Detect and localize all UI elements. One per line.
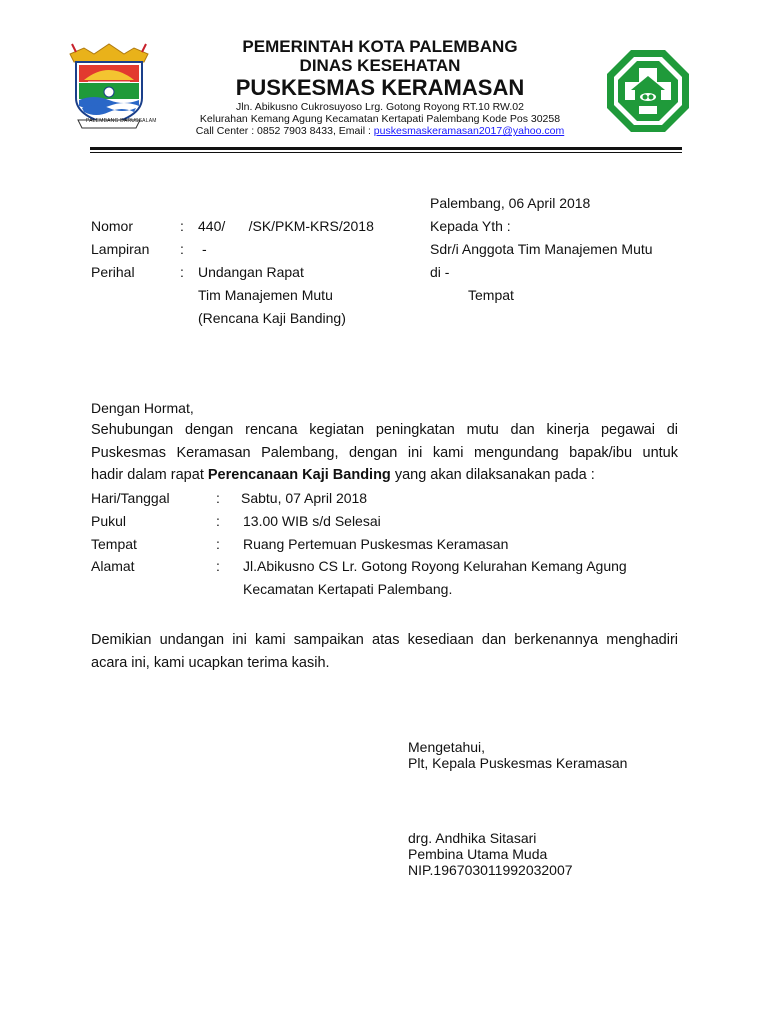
paragraph-line: Demikian undangan ini kami sampaikan atas kesediaan dan berkenannya menghadiri [91,632,678,648]
email-link[interactable]: puskesmaskeramasan2017@yahoo.com [373,125,565,137]
detail-label: Alamat [91,558,135,574]
detail-colon: : [216,513,220,529]
signatory-nip: NIP.196703011992032007 [408,862,573,878]
nomor-colon: : [180,218,184,234]
puskesmas-logo [605,48,691,134]
perihal-line: Tim Manajemen Mutu [198,287,333,303]
header-organization: PUSKESMAS KERAMASAN [235,75,525,100]
signatory-rank: Pembina Utama Muda [408,846,548,862]
nomor-label: Nomor [91,218,134,234]
detail-colon: : [216,536,220,552]
palembang-city-emblem-logo [64,40,157,130]
header-address-line1: Jln. Abikusno Cukrosuyoso Lrg. Gotong Royong RT.10 RW.02 [236,101,524,113]
place-date: Palembang, 06 April 2018 [430,195,591,211]
lampiran-label: Lampiran [91,241,150,257]
recipient-line: Sdr/i Anggota Tim Manajemen Mutu [430,241,653,257]
header-address-line2: Kelurahan Kemang Agung Kecamatan Kertapati Palembang Kode Pos 30258 [199,113,561,125]
header-department: DINAS KESEHATAN [299,56,461,75]
paragraph-text: hadir dalam rapat [91,467,208,483]
perihal-line: Undangan Rapat [198,264,304,280]
paragraph-text: yang akan dilaksanakan pada : [390,467,595,483]
contact-text: Call Center : 0852 7903 8433, Email : [195,125,374,137]
paragraph-line: Sehubungan dengan rencana kegiatan peningkatan mutu dan kinerja pegawai di [91,422,678,438]
lampiran-colon: : [180,241,184,257]
signature-title: Plt, Kepala Puskesmas Keramasan [408,755,628,771]
detail-value: Ruang Pertemuan Puskesmas Keramasan [243,536,509,552]
recipient-line: di - [430,264,450,280]
detail-value-continued: Kecamatan Kertapati Palembang. [243,581,453,597]
detail-value: Jl.Abikusno CS Lr. Gotong Royong Kelurahan Kemang Agung [243,558,627,574]
recipient-line: Tempat [468,287,514,303]
detail-label: Hari/Tanggal [91,490,170,506]
header-divider-thin [90,152,682,153]
detail-colon: : [216,558,220,574]
nomor-value: 440/ /SK/PKM-KRS/2018 [198,218,374,234]
signature-acknowledged: Mengetahui, [408,739,486,755]
header-government: PEMERINTAH KOTA PALEMBANG [242,37,518,56]
paragraph-line: acara ini, kami ucapkan terima kasih. [91,654,330,671]
detail-value: Sabtu, 07 April 2018 [241,490,368,506]
perihal-label: Perihal [91,264,135,280]
detail-label: Tempat [91,536,137,552]
paragraph-line: Puskesmas Keramasan Palembang, dengan ini kami mengundang bapak/ibu untuk [91,444,678,461]
opening-paragraph [91,419,678,487]
detail-value: 13.00 WIB s/d Selesai [243,513,381,529]
perihal-line: (Rencana Kaji Banding) [198,310,346,326]
detail-label: Pukul [91,513,127,529]
perihal-colon: : [180,264,184,280]
emblem-caption: PALEMBANG DARUSSALAM [86,118,157,124]
header-divider-thick [90,147,682,150]
recipient-line: Kepada Yth : [430,218,511,234]
meeting-title: Perencanaan Kaji Banding [207,467,391,483]
paragraph-line [91,464,678,487]
detail-colon: : [216,490,220,506]
signatory-name: drg. Andhika Sitasari [408,830,537,846]
lampiran-value: - [202,241,207,257]
greeting: Dengan Hormat, [91,400,194,416]
closing-paragraph [91,629,678,674]
header-contact [150,125,610,137]
